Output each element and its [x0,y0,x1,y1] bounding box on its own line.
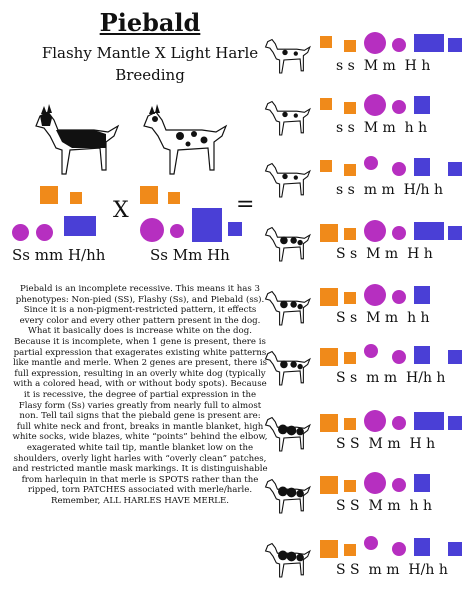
mantle-genotype: Ss mm H/hh [12,246,106,264]
offspring-s-square-2 [344,164,356,176]
offspring-m-circle-2 [392,162,406,176]
offspring-genotype: S S m m H/h h [336,562,448,578]
offspring-s-square [320,476,338,494]
offspring-s-square [320,224,338,242]
offspring-m-circle-2 [392,226,406,240]
offspring-dog-illustration [258,152,312,202]
offspring-h-rectangle [414,96,430,114]
offspring-s-square [320,36,332,48]
offspring-s-square [320,414,338,432]
offspring-dog-illustration [258,216,312,266]
offspring-m-circle [364,220,386,242]
parent2-h-small-rectangle [228,222,242,236]
subtitle-breeding: Breeding [115,66,185,84]
offspring-m-circle [364,536,378,550]
offspring-genotype: s s M m H h [336,58,431,74]
page-title: Piebald [99,8,201,37]
offspring-m-circle [364,94,386,116]
offspring-genotype: s s m m H/h h [336,182,444,198]
offspring-h-rectangle [414,474,430,492]
parent2-m-small-circle [170,224,184,238]
offspring-dog-illustration [258,28,312,78]
offspring-s-square [320,98,332,110]
offspring-h-rectangle-2 [448,416,462,430]
offspring-h-rectangle-2 [448,38,462,52]
offspring-m-circle-2 [392,416,406,430]
offspring-s-square-2 [344,418,356,430]
offspring-s-square-2 [344,228,356,240]
harle-genotype: Ss Mm Hh [150,246,230,264]
offspring-h-rectangle [414,158,430,176]
offspring-genotype: s s M m h h [336,120,428,136]
offspring-genotype: S S M m h h [336,498,432,514]
offspring-m-circle [364,32,386,54]
offspring-s-square-2 [344,480,356,492]
offspring-s-square [320,288,338,306]
offspring-h-rectangle [414,34,444,52]
offspring-m-circle [364,284,386,306]
parent2-h-rectangle [192,208,222,242]
offspring-m-circle-2 [392,350,406,364]
mantle-parent-dog-illustration [22,92,122,182]
parent2-s-large-square [140,186,158,204]
offspring-h-rectangle [414,222,444,240]
harle-parent-dog-illustration [130,92,230,182]
offspring-dog-illustration [258,468,312,518]
offspring-s-square-2 [344,292,356,304]
offspring-m-circle [364,156,378,170]
offspring-h-rectangle [414,346,430,364]
offspring-h-rectangle [414,538,430,556]
offspring-h-rectangle-2 [448,542,462,556]
offspring-genotype: S s m m H/h h [336,370,446,386]
offspring-m-circle-2 [392,100,406,114]
offspring-s-square-2 [344,102,356,114]
offspring-s-square-2 [344,352,356,364]
offspring-h-rectangle [414,286,430,304]
offspring-genotype: S s M m h h [336,310,430,326]
offspring-m-circle-2 [392,290,406,304]
offspring-h-rectangle [414,412,444,430]
offspring-m-circle [364,344,378,358]
offspring-s-square [320,160,332,172]
offspring-s-square-2 [344,40,356,52]
offspring-h-rectangle-2 [448,350,462,364]
parent2-s-small-square [168,192,180,204]
parent2-m-large-circle [140,218,164,242]
offspring-dog-illustration [258,90,312,140]
offspring-dog-illustration [258,280,312,330]
offspring-m-circle-2 [392,478,406,492]
offspring-dog-illustration [258,532,312,582]
parent1-m-circle [12,224,29,241]
parent1-s-large-square [40,186,58,204]
piebald-description: Piebald is an incomplete recessive. This means it has 3 phenotypes: Non-pied (SS), Flashy (Ss), and Piebald (ss). Since it is a non-pigment-restricted pattern, it effects every color and every other pattern present in the dog. What it basically does is increase white on the dog. Because it is incomplete, when 1 gene is present, there is partial expression that exagerates existing white patterns like mantle and merle. When 2 genes are present, there is full expression, resulting in an overly white dog (typically with a colored head, with or without body spots). Because it is recessive, the degree of partial expression in the Flasy form (Ss) varies greatly from nearly full to almost non. Tell tail signs that the piebald gene is present are: full white neck and front, breaks in mantle blanket, high white socks, wide blazes, white “points” behind the elbow, exagerated white tail tip, mantle blanket low on the shoulders, overly light harles with “overly clean” patches, and restricted mantle mask markings. It is distinguishable from harlequin in that merle is SPOTS rather than the ripped, torn PATCHES associated with merle/harle. Remember, ALL HARLES HAVE MERLE. [12,284,268,506]
offspring-dog-illustration [258,406,312,456]
offspring-m-circle-2 [392,542,406,556]
offspring-genotype: S S M m H h [336,436,436,452]
parent1-s-small-square [70,192,82,204]
subtitle: Flashy Mantle X Light Harle [41,44,259,62]
parent1-h-rectangle [64,216,96,236]
offspring-h-rectangle-2 [448,162,462,176]
offspring-m-circle [364,472,386,494]
offspring-h-rectangle-2 [448,226,462,240]
offspring-s-square [320,348,338,366]
offspring-m-circle [364,410,386,432]
offspring-dog-illustration [258,340,312,390]
equals-symbol: = [236,192,255,217]
parent1-m-circle-2 [36,224,53,241]
offspring-genotype: S s M m H h [336,246,433,262]
offspring-s-square-2 [344,544,356,556]
cross-symbol: X [113,198,129,223]
offspring-s-square [320,540,338,558]
offspring-m-circle-2 [392,38,406,52]
